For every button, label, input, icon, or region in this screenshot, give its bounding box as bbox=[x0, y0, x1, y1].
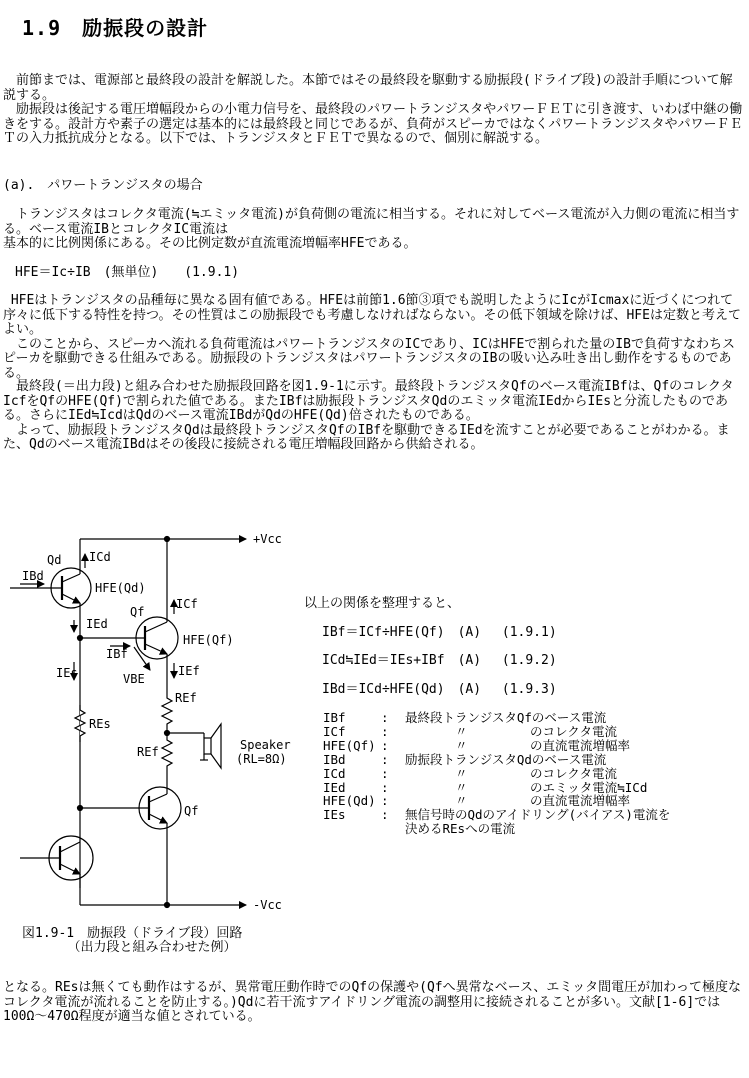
res-label: REs bbox=[89, 717, 111, 731]
qf-lower-label: Qf bbox=[184, 804, 199, 818]
glossary-term: IBd bbox=[323, 751, 346, 767]
qf-collector-lead bbox=[145, 622, 167, 632]
speaker-cone bbox=[211, 724, 221, 768]
qd-collector-lead bbox=[62, 574, 80, 582]
glossary-colon: : bbox=[381, 737, 389, 753]
glossary-row bbox=[323, 725, 670, 739]
glossary-desc: 〃 のコレクタ電流 bbox=[405, 765, 618, 781]
vbe-arrow bbox=[134, 647, 150, 670]
paragraph-intro: 前節までは、電源部と最終段の設計を解説した。本節ではその最終段を駆動する励振段(ドライブ段)の設計手順について解説する。 励振段は後記する電圧増幅段からの小電力信号を、最終段のパワートランジスタやパワーＦＥＴに引き渡す、いわば中継の働きをする。設計方や素子の選定は基本的には最終段と同じであるが、負荷がスピーカではなくパワートランジスタやパワーＦＥＴの入力抵抗成分となる。以下では、トランジスタとＦＥＴで異なるので、個別に解説する。 bbox=[3, 73, 743, 147]
glossary-desc: 最終段トランジスタQfのベース電流 bbox=[405, 710, 607, 725]
rl-label: (RL=8Ω) bbox=[236, 752, 287, 766]
glossary-term: IBf bbox=[323, 710, 346, 725]
vbe-label: VBE bbox=[123, 672, 145, 686]
glossary-desc: 励振段トランジスタQdのベース電流 bbox=[405, 751, 607, 767]
glossary bbox=[323, 711, 670, 836]
figure-caption-line: 図1.9-1 励振段（ドライブ段）回路 bbox=[22, 926, 243, 941]
glossary-term: HFE(Qf) bbox=[323, 737, 376, 753]
glossary-row bbox=[323, 794, 670, 808]
neg-vcc-label: -Vcc bbox=[253, 898, 282, 912]
icf-label: ICf bbox=[176, 597, 198, 611]
glossary-row bbox=[323, 711, 670, 725]
qf-lower-collector-lead bbox=[149, 794, 167, 802]
ref-label-2: REf bbox=[137, 745, 159, 759]
equation-3: IBd＝ICd÷HFE(Qd) (A) (1.9.3) bbox=[322, 682, 557, 697]
equation-2: ICd≒IEd＝IEs+IBf (A) (1.9.2) bbox=[322, 653, 557, 668]
qd-label: Qd bbox=[47, 553, 62, 567]
speaker-label: Speaker bbox=[240, 738, 291, 752]
glossary-colon: : bbox=[381, 807, 389, 823]
qd-emitter-lead bbox=[62, 594, 80, 603]
glossary-term: IEs bbox=[323, 807, 346, 823]
glossary-colon: : bbox=[381, 710, 389, 725]
icd-label: ICd bbox=[89, 550, 111, 564]
paragraph-res: となる。REsは無くても動作はするが、異常電圧動作時でのQfの保護や(Qfへ異常なベース、エミッタ間電圧が加わって極度なコレクタ電流が流れることを防止する。)Qdに若干流すアイドリング電流の調整用に接続されることが多い。文献[1-6]では100Ω～470Ω程度が適当な値とされている。 bbox=[3, 980, 741, 1025]
driver-emitter-lead bbox=[60, 864, 80, 874]
hfe-qf-label: HFE(Qf) bbox=[183, 633, 234, 647]
glossary-row bbox=[323, 808, 670, 836]
glossary-row bbox=[323, 739, 670, 753]
qf-lower-emitter-lead bbox=[149, 814, 167, 823]
glossary-term: IEd bbox=[323, 779, 346, 795]
glossary-colon: : bbox=[381, 779, 389, 795]
figure-caption bbox=[22, 927, 242, 955]
paragraph-transistor: トランジスタはコレクタ電流(≒エミッタ電流)が負荷側の電流に相当する。それに対してベース電流が入力側の電流に相当する。ベース電流IBとコレクタIC電流は 基本的に比例関係にある。その比例定数が直流電流増幅率HFEである。 bbox=[3, 207, 740, 252]
glossary-row bbox=[323, 781, 670, 795]
hfe-qd-label: HFE(Qd) bbox=[95, 581, 146, 595]
glossary-term: ICd bbox=[323, 765, 346, 781]
speaker-icon bbox=[204, 738, 211, 754]
junction-dot bbox=[165, 903, 170, 908]
driver-collector-lead bbox=[60, 842, 80, 852]
glossary-term: HFE(Qd) bbox=[323, 793, 376, 809]
ief-label: IEf bbox=[178, 664, 200, 678]
glossary-desc: 〃 の直流電流増幅率 bbox=[405, 793, 631, 809]
glossary-desc: 〃 の直流電流増幅率 bbox=[405, 737, 631, 753]
equation-1: IBf＝ICf÷HFE(Qf) (A) (1.9.1) bbox=[322, 625, 557, 640]
ref-label-1: REf bbox=[175, 691, 197, 705]
glossary-colon: : bbox=[381, 723, 389, 739]
glossary-row bbox=[323, 767, 670, 781]
glossary-row bbox=[323, 753, 670, 767]
res-resistor bbox=[75, 705, 85, 742]
ref-resistor-2 bbox=[162, 734, 172, 772]
junction-dot bbox=[78, 806, 83, 811]
ibf-label: IBf bbox=[106, 647, 128, 661]
glossary-term: ICf bbox=[323, 723, 346, 739]
vcc-label: +Vcc bbox=[253, 532, 282, 546]
glossary-colon: : bbox=[381, 751, 389, 767]
ref-resistor-1 bbox=[162, 690, 172, 732]
ibd-label: IBd bbox=[22, 569, 44, 583]
glossary-colon: : bbox=[381, 793, 389, 809]
section-title: 1.9 励振段の設計 bbox=[22, 16, 209, 40]
circuit-diagram bbox=[0, 520, 300, 920]
glossary-desc: 無信号時のQdのアイドリング(バイアス)電流を 決めるREsへの電流 bbox=[405, 807, 671, 837]
ies-label: IEs bbox=[56, 666, 78, 680]
glossary-desc: 〃 のエミッタ電流≒ICd bbox=[405, 779, 648, 795]
ied-label: IEd bbox=[86, 617, 108, 631]
relations-intro: 以上の関係を整理すると、 bbox=[304, 596, 461, 611]
paragraph-hfe: HFEはトランジスタの品種毎に異なる固有値である。HFEは前節1.6節③項でも説明したようにIcがIcmaxに近づくにつれて序々に低下する特性を持つ。その性質はこの励振段でも考慮しなければならない。その低下領域を除けば、HFEは定数と考えてよい。 このことから、スピーカへ流れる負荷電流はパワートランジスタのICであり、ICはHFEで割られた量のIBで負荷すなわちスピーカを駆動できる仕組みである。励振段のトランジスタはパワートランジスタのIBの吸い込み吐き出し動作をするものである。 bbox=[3, 293, 741, 381]
figure-caption-line: （出力段と組み合わせた例） bbox=[22, 940, 237, 955]
qf-emitter-lead bbox=[145, 644, 167, 654]
subsection-heading: (a). パワートランジスタの場合 bbox=[3, 178, 203, 193]
qf-label: Qf bbox=[130, 605, 145, 619]
glossary-desc: 〃 のコレクタ電流 bbox=[405, 723, 618, 739]
glossary-colon: : bbox=[381, 765, 389, 781]
equation-hfe: HFE＝Ic÷IB (無単位) (1.9.1) bbox=[15, 265, 240, 280]
paragraph-circuit: 最終段(＝出力段)と組み合わせた励振段回路を図1.9-1に示す。最終段トランジスタQfのベース電流IBfは、QfのコレクタIcfをQfのHFE(Qf)で割られた値である。またIBfは励振段トランジスタQdのエミッタ電流IEdからIEsと分流したものである。さらにIEd≒IcdはQdのベース電流IBdがQdのHFE(Qd)倍されたものである。 よって、励振段トランジスタQdは最終段トランジスタQfのIBfを駆動できるIEdを流すことが必要であることがわかる。また、Qdのベース電流IBdはその後段に接続される電圧増幅段回路から供給される。 bbox=[3, 379, 734, 453]
